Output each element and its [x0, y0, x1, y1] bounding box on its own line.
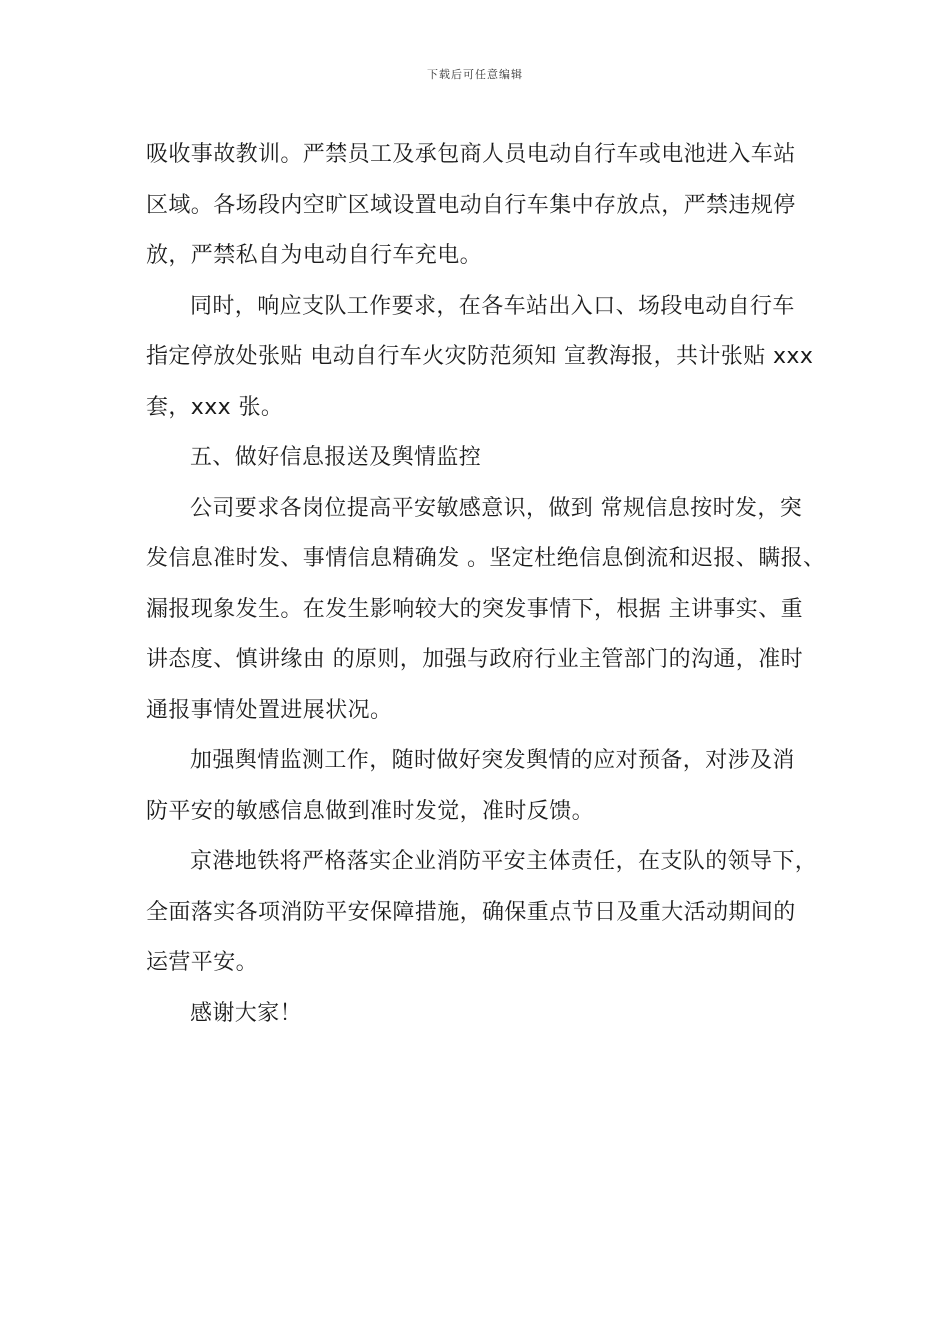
text-line: 放，严禁私自为电动自行车充电。: [146, 243, 483, 268]
text-line: 同时，响应支队工作要求，在各车站出入口、场段电动自行车: [190, 293, 795, 319]
document-body: [146, 130, 826, 1039]
text-line: 区域。各场段内空旷区域设置电动自行车集中存放点，严禁违规停: [146, 192, 796, 218]
text-line: 公司要求各岗位提高平安敏感意识，做到 常规信息按时发，突: [190, 495, 803, 521]
text-line: 全面落实各项消防平安保障措施，确保重点节日及重大活动期间的: [146, 899, 796, 925]
text-line: 发信息准时发、事情信息精确发 。坚定杜绝信息倒流和迟报、瞒报、: [146, 546, 826, 571]
text-line: 感谢大家！: [190, 1000, 303, 1026]
text-line: 防平安的敏感信息做到准时发觉，准时反馈。: [146, 798, 595, 824]
text-line: 指定停放处张贴 电动自行车火灾防范须知 宣教海报，共计张贴 xxx: [146, 344, 814, 369]
text-line: 京港地铁将严格落实企业消防平安主体责任，在支队的领导下，: [190, 849, 818, 874]
text-line: 套，xxx 张。: [146, 394, 284, 420]
page-header: 下载后可任意编辑: [427, 68, 523, 81]
text-line: 讲态度、慎讲缘由 的原则，加强与政府行业主管部门的沟通，准时: [146, 647, 803, 672]
text-line: 吸收事故教训。严禁员工及承包商人员电动自行车或电池进入车站: [146, 142, 796, 167]
text-line: 五、做好信息报送及舆情监控: [190, 445, 482, 470]
text-line: 加强舆情监测工作，随时做好突发舆情的应对预备，对涉及消: [190, 748, 795, 773]
text-line: 运营平安。: [146, 950, 259, 975]
text-line: 通报事情处置进展状况。: [146, 697, 393, 723]
text-line: 漏报现象发生。在发生影响较大的突发事情下，根据 主讲事实、重: [146, 596, 803, 622]
